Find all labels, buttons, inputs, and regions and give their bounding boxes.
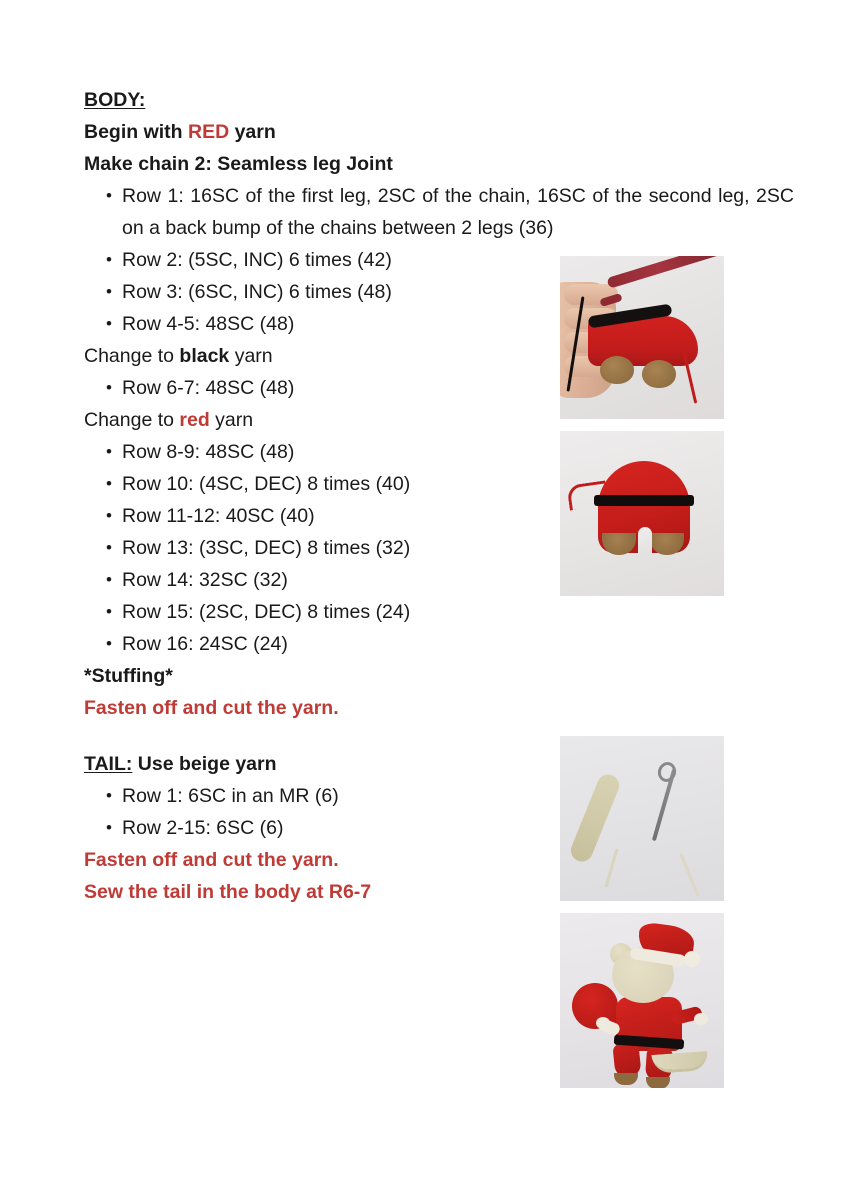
yarn-text: yarn: [229, 121, 276, 143]
photo-body-with-black-belt: [560, 431, 724, 596]
begin-with-text: Begin with: [84, 121, 188, 143]
list-item: • Row 13: (3SC, DEC) 8 times (32): [84, 532, 544, 564]
pattern-text-column: [84, 84, 794, 908]
photo-tail-and-needle: [560, 736, 724, 901]
list-item: • Row 1: 16SC of the first leg, 2SC of the chain, 16SC of the second leg, 2SC on a back bump of the chains between 2 legs (36): [84, 180, 794, 244]
tail-heading-label: TAIL:: [84, 753, 133, 775]
list-item: • Row 10: (4SC, DEC) 8 times (40): [84, 468, 544, 500]
list-item: • Row 1: 6SC in an MR (6): [84, 780, 544, 812]
change-to-suffix: yarn: [229, 345, 273, 367]
list-item: • Row 3: (6SC, INC) 6 times (48): [84, 276, 544, 308]
change-to-prefix: Change to: [84, 345, 180, 367]
list-item: • Row 16: 24SC (24): [84, 628, 544, 660]
tail-heading-rest: Use beige yarn: [132, 753, 277, 775]
change-to-suffix: yarn: [209, 409, 254, 431]
photo-leg-joint-in-progress: [560, 256, 724, 419]
tail-bullets-group: [84, 780, 544, 844]
change-to-black-yarn-line: [84, 340, 544, 372]
make-chain-line: Make chain 2: Seamless leg Joint: [84, 153, 393, 175]
list-item: • Row 14: 32SC (32): [84, 564, 544, 596]
list-item: • Row 8-9: 48SC (48): [84, 436, 544, 468]
list-item: • Row 2-15: 6SC (6): [84, 812, 544, 844]
fasten-off-note-body: Fasten off and cut the yarn.: [84, 697, 339, 719]
list-item: • Row 6-7: 48SC (48): [84, 372, 544, 404]
body-heading-label: BODY:: [84, 89, 146, 111]
body-bullets-group-3: [84, 436, 544, 660]
begin-with-red-yarn-line: [84, 116, 544, 148]
tail-section-heading: [84, 748, 544, 780]
list-item: • Row 4-5: 48SC (48): [84, 308, 544, 340]
list-item: • Row 2: (5SC, INC) 6 times (42): [84, 244, 544, 276]
body-section-heading: [84, 84, 544, 116]
sew-tail-note: Sew the tail in the body at R6-7: [84, 881, 372, 903]
fasten-off-note-tail: Fasten off and cut the yarn.: [84, 849, 339, 871]
change-to-red-yarn-line: [84, 404, 544, 436]
body-bullets-group-2: [84, 372, 544, 404]
black-keyword: black: [179, 345, 230, 367]
photo-finished-santa-back-view: [560, 913, 724, 1088]
list-item: • Row 11-12: 40SC (40): [84, 500, 544, 532]
list-item: • Row 15: (2SC, DEC) 8 times (24): [84, 596, 544, 628]
red-keyword: red: [179, 409, 210, 431]
stuffing-note: *Stuffing*: [84, 665, 173, 687]
change-to-prefix: Change to: [84, 409, 180, 431]
body-bullets-group-1: [84, 180, 794, 340]
section-spacer: [84, 724, 544, 748]
red-keyword: RED: [188, 121, 230, 143]
